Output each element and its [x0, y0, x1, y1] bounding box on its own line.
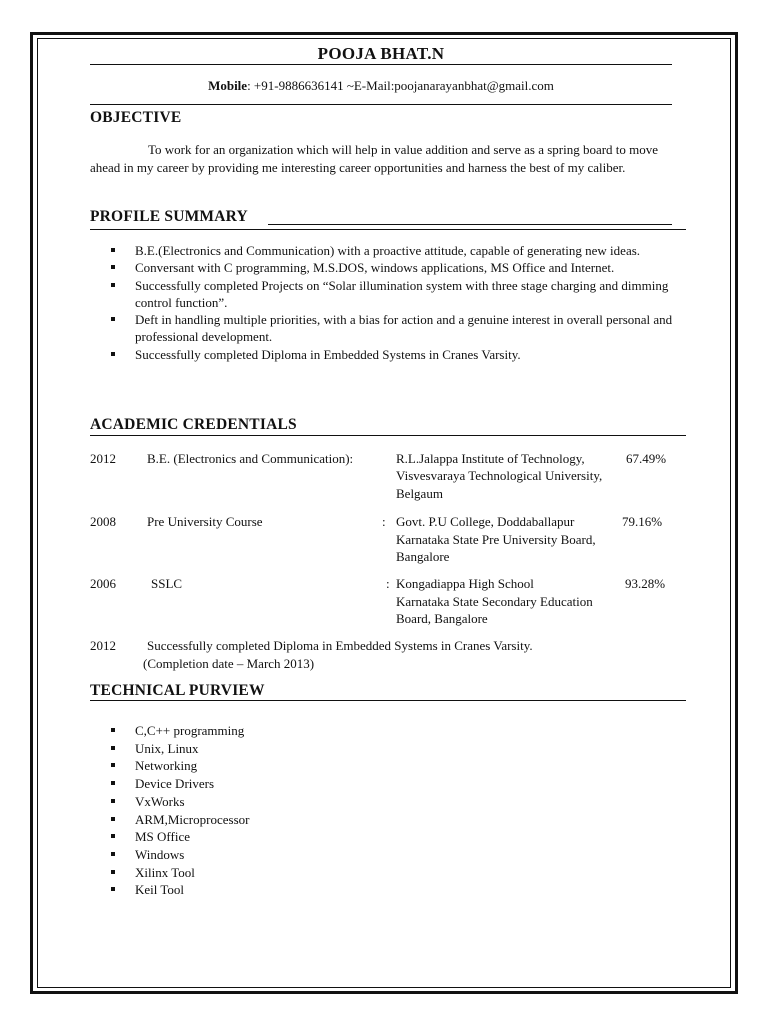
academic-year: 2006 — [90, 576, 116, 591]
list-item: Successfully completed Projects on “Solar illumination system with three stage charging and dimming control function”. — [108, 277, 682, 312]
list-item: Device Drivers — [108, 775, 508, 793]
technical-list — [108, 722, 508, 899]
contact-underline — [90, 104, 672, 105]
academic-institution: Govt. P.U College, Doddaballapur — [396, 514, 575, 529]
list-item: Xilinx Tool — [108, 864, 508, 882]
technical-heading: TECHNICAL PURVIEW — [90, 682, 265, 699]
list-item: Successfully completed Diploma in Embedded Systems in Cranes Varsity. — [108, 346, 682, 363]
academic-course: B.E. (Electronics and Communication): — [147, 451, 354, 466]
academic-year: 2012 — [90, 451, 116, 466]
profile-summary-underline — [90, 229, 686, 230]
list-item: Networking — [108, 757, 508, 775]
academic-location: Bangalore — [396, 549, 450, 564]
academic-score: 67.49% — [626, 451, 667, 466]
contact-details: : +91-9886636141 ~E-Mail:poojanarayanbhat@gmail.com — [247, 78, 554, 93]
academic-institution: Kongadiappa High School — [396, 576, 534, 591]
profile-summary-rule — [268, 224, 672, 225]
academic-underline — [90, 435, 686, 436]
list-item: Windows — [108, 846, 508, 864]
academic-location: Board, Bangalore — [396, 611, 488, 626]
academic-location: Belgaum — [396, 486, 443, 501]
list-item: VxWorks — [108, 793, 508, 811]
academic-institution: R.L.Jalappa Institute of Technology, — [396, 451, 585, 466]
objective-body: To work for an organization which will help in value addition and serve as a spring board to move ahead in my career by providing me interesting career opportunities and harness the best of my caliber. — [90, 142, 659, 175]
list-item: Unix, Linux — [108, 740, 508, 758]
name-underline — [90, 64, 672, 65]
diploma-text: Successfully completed Diploma in Embedded Systems in Cranes Varsity. — [147, 638, 533, 653]
academic-board: Visvesvaraya Technological University, — [396, 468, 603, 483]
list-item: Keil Tool — [108, 881, 508, 899]
profile-summary-heading: PROFILE SUMMARY — [90, 208, 248, 225]
list-item: C,C++ programming — [108, 722, 508, 740]
objective-text — [90, 141, 680, 176]
technical-underline — [90, 700, 686, 701]
list-item: Deft in handling multiple priorities, with a bias for action and a genuine interest in overall personal and professional development. — [108, 311, 682, 346]
mobile-label: Mobile — [208, 78, 248, 93]
academic-score: 79.16% — [622, 514, 663, 529]
academic-score: 93.28% — [625, 576, 666, 591]
list-item: Conversant with C programming, M.S.DOS, windows applications, MS Office and Internet. — [108, 259, 682, 276]
list-item: ARM,Microprocessor — [108, 811, 508, 829]
academic-colon: : — [386, 576, 390, 591]
academic-board: Karnataka State Pre University Board, — [396, 532, 596, 547]
list-item: B.E.(Electronics and Communication) with a proactive attitude, capable of generating new ideas. — [108, 242, 682, 259]
academic-course: SSLC — [151, 576, 183, 591]
objective-heading: OBJECTIVE — [90, 109, 182, 126]
academic-course: Pre University Course — [147, 514, 263, 529]
contact-line — [90, 78, 672, 94]
academic-heading: ACADEMIC CREDENTIALS — [90, 416, 297, 433]
list-item: MS Office — [108, 828, 508, 846]
profile-summary-list — [108, 242, 682, 363]
academic-year: 2008 — [90, 514, 116, 529]
academic-colon: : — [382, 514, 386, 529]
academic-board: Karnataka State Secondary Education — [396, 594, 593, 609]
completion-date: (Completion date – March 2013) — [143, 656, 315, 671]
academic-year: 2012 — [90, 638, 116, 653]
candidate-name: POOJA BHAT.N — [317, 44, 445, 63]
